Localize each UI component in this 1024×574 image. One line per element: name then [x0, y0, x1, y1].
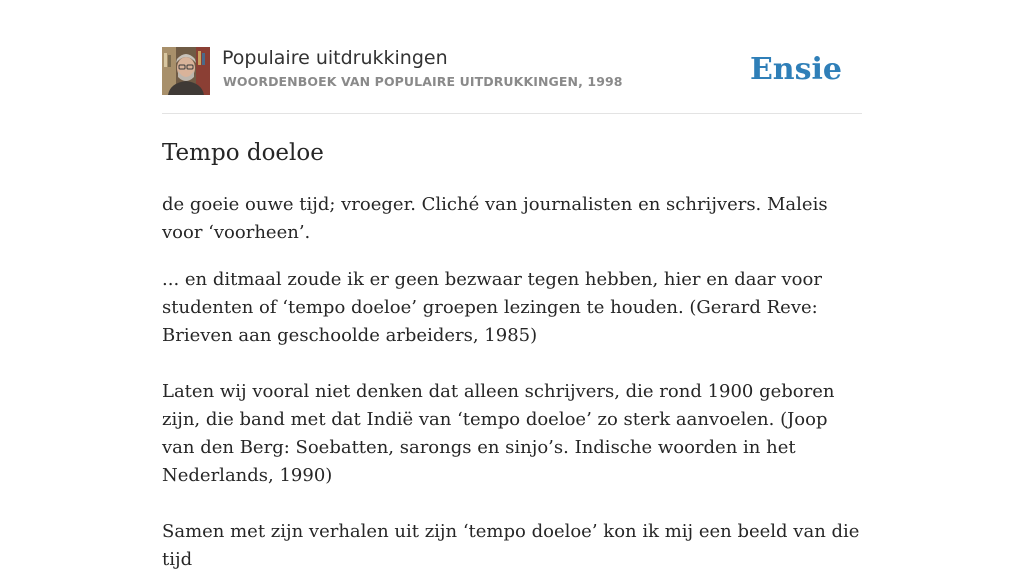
entry-header	[162, 0, 862, 114]
author-avatar[interactable]	[162, 47, 210, 95]
entry-definition: de goeie ouwe tijd; vroeger. Cliché van journalisten en schrijvers. Maleis voor ‘voorheen’.	[162, 194, 828, 243]
usage-quote: Laten wij vooral niet denken dat alleen schrijvers, die rond 1900 geboren zijn, die band met dat Indië van ‘tempo doeloe’ zo sterk aanvoelen. (Joop van den Berg: Soebatten, sarongs en sinjo’s. Indische woorden in het Nederlands, 1990)	[162, 381, 835, 486]
entry-term: Tempo doeloe	[162, 140, 324, 166]
ensie-logo[interactable]: Ensie	[749, 52, 842, 87]
author-portrait-icon	[162, 47, 210, 95]
source-subtitle: WOORDENBOEK VAN POPULAIRE UITDRUKKINGEN, 1998	[223, 74, 623, 89]
source-title[interactable]: Populaire uitdrukkingen	[222, 47, 448, 69]
usage-quote: Samen met zijn verhalen uit zijn ‘tempo doeloe’ kon ik mij een beeld van die tijd	[162, 521, 860, 570]
entry-card	[162, 0, 862, 574]
usage-quote: ... en ditmaal zoude ik er geen bezwaar tegen hebben, hier en daar voor studenten of ‘tempo doeloe’ groepen lezingen te houden. (Gerard Reve: Brieven aan geschoolde arbeiders, 1985)	[162, 269, 822, 346]
